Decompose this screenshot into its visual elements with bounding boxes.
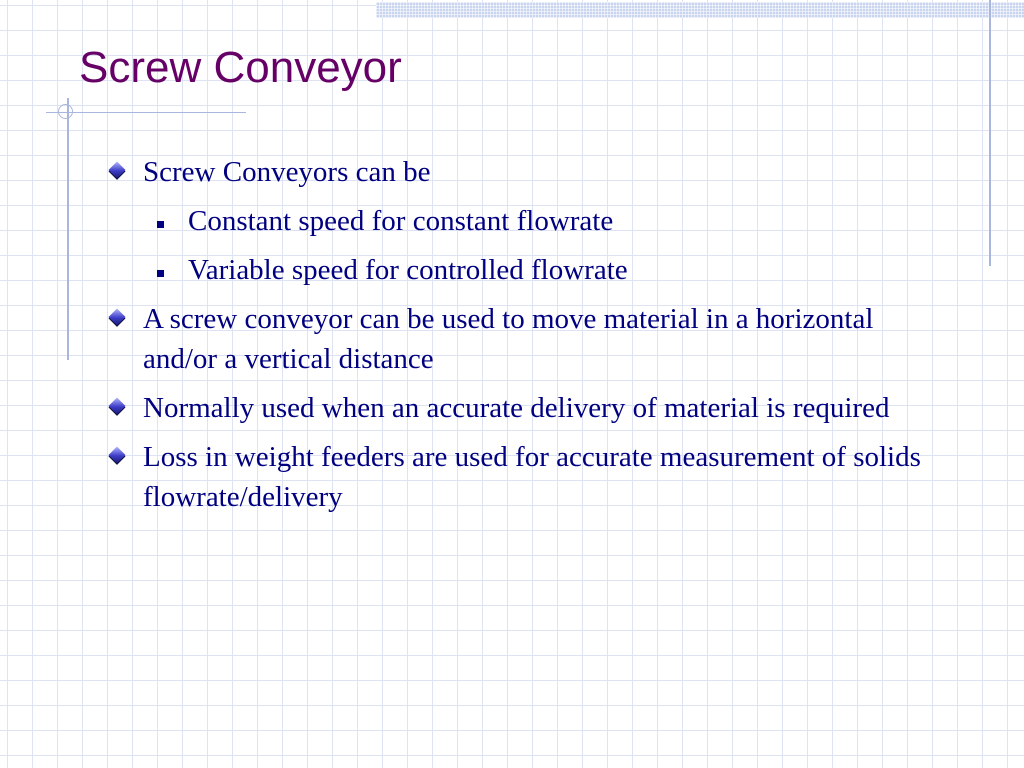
bullet-text: Loss in weight feeders are used for accurate measurement of solids flowrate/delivery: [143, 441, 921, 513]
bullet-text: Normally used when an accurate delivery of material is required: [143, 392, 890, 424]
bullet-text: A screw conveyor can be used to move material in a horizontal and/or a vertical distance: [143, 303, 874, 375]
decorative-left-rule: [67, 98, 69, 360]
title-underline-rule: [46, 112, 246, 113]
bullet-item: [104, 299, 944, 379]
decorative-circle-icon: [58, 104, 73, 119]
diamond-bullet-icon: [109, 162, 126, 179]
sub-bullet-item: [104, 201, 944, 241]
slide-title: Screw Conveyor: [79, 43, 402, 92]
slide-body: [104, 152, 944, 526]
diamond-bullet-icon: [109, 398, 126, 415]
bullet-item: [104, 437, 944, 517]
sub-bullet-text: Variable speed for controlled flowrate: [188, 254, 628, 286]
square-bullet-icon: [157, 221, 164, 228]
bullet-text: Screw Conveyors can be: [143, 156, 431, 188]
bullet-item: [104, 388, 944, 428]
diamond-bullet-icon: [109, 309, 126, 326]
sub-bullet-item: [104, 250, 944, 290]
square-bullet-icon: [157, 270, 164, 277]
decorative-right-rule: [989, 0, 991, 266]
decorative-top-band: [376, 2, 1024, 18]
diamond-bullet-icon: [109, 447, 126, 464]
sub-bullet-text: Constant speed for constant flowrate: [188, 205, 614, 237]
bullet-item: [104, 152, 944, 192]
